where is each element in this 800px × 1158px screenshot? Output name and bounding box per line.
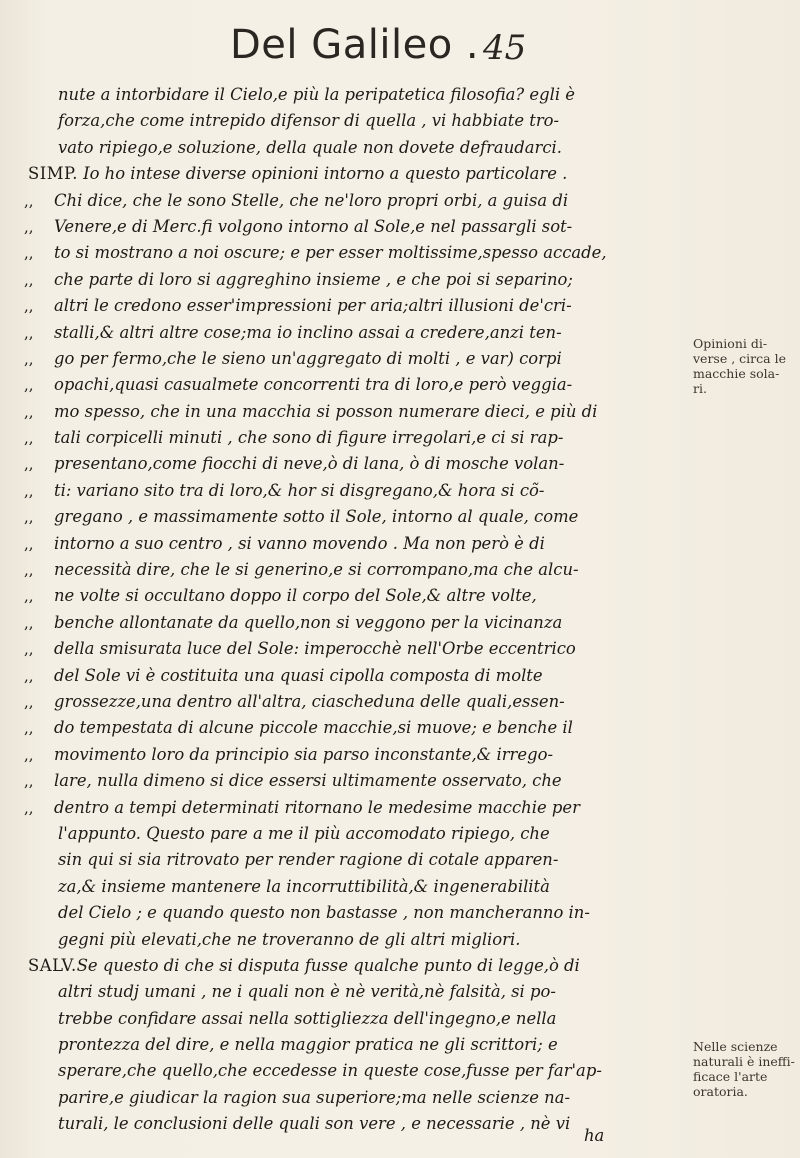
text-line	[24, 346, 664, 372]
line-text: gregano , e massimamente sotto il Sole, intorno al quale, come	[54, 507, 579, 527]
margin-note-sciences	[693, 1039, 800, 1099]
quotation-mark: ,,	[24, 534, 34, 553]
line-text: Io ho intese diverse opinioni intorno a questo particolare .	[77, 164, 568, 184]
quotation-mark: ,,	[24, 402, 34, 421]
text-line	[24, 1032, 664, 1058]
line-text: necessità dire, che le si generino,e si corrompano,ma che alcu-	[54, 560, 579, 580]
text-line	[24, 795, 664, 821]
line-text: nute a intorbidare il Cielo,e più la peripatetica filosofia? egli è	[58, 85, 575, 104]
quotation-mark: ,,	[24, 640, 34, 659]
text-line	[24, 610, 664, 636]
text-line	[24, 531, 664, 557]
text-line	[24, 768, 664, 794]
line-text: del Cielo ; e quando questo non bastasse , non mancheranno in-	[58, 903, 590, 923]
quotation-mark: ,,	[24, 508, 34, 527]
line-text: stalli,& altri altre cose;ma io inclino assai a credere,anzi ten-	[54, 322, 562, 342]
text-line	[24, 82, 664, 108]
line-text: lare, nulla dimeno si dice essersi ultimamente osservato, che	[54, 771, 562, 791]
line-text: che parte di loro si aggreghino insieme , e che poi si separino;	[54, 269, 573, 289]
line-text: grossezze,una dentro all'altra, ciascheduna delle quali,essen-	[54, 691, 565, 711]
text-line	[24, 108, 664, 134]
line-text: do tempestata di alcune piccole macchie,si muove; e benche il	[54, 718, 573, 738]
text-line	[24, 742, 664, 768]
margin-note-opinions	[693, 336, 800, 396]
text-line	[24, 979, 664, 1005]
text-line	[24, 927, 664, 953]
margin-note-line: oratoria.	[693, 1084, 748, 1099]
line-text: go per fermo,che le sieno un'aggregato di molti , e var) corpi	[54, 348, 562, 368]
text-line	[24, 821, 664, 847]
quotation-mark: ,,	[24, 349, 34, 368]
quotation-mark: ,,	[24, 745, 34, 764]
text-line	[24, 135, 664, 161]
speaker-name: SIMP.	[28, 164, 78, 184]
quotation-mark: ,,	[24, 376, 34, 395]
running-head	[40, 22, 740, 82]
margin-note-line: naturali è ineffi-	[693, 1054, 795, 1069]
line-text: to si mostrano a noi oscure; e per esser moltissime,spesso accade,	[54, 243, 607, 263]
line-text: gegni più elevati,che ne troveranno de gli altri migliori.	[58, 929, 521, 949]
line-text: l'appunto. Questo pare a me il più accomodato ripiego, che	[58, 823, 550, 843]
quotation-mark: ,,	[24, 561, 34, 580]
text-line	[24, 478, 664, 504]
text-line	[24, 399, 664, 425]
quotation-mark: ,,	[24, 666, 34, 685]
text-line	[24, 240, 664, 266]
quotation-mark: ,,	[24, 297, 34, 316]
quotation-mark: ,,	[24, 244, 34, 263]
quotation-mark: ,,	[24, 217, 34, 236]
line-text: turali, le conclusioni delle quali son vere , e necessarie , nè vi	[58, 1114, 571, 1134]
text-line	[24, 557, 664, 583]
quotation-mark: ,,	[24, 613, 34, 632]
line-text: ti: variano sito tra di loro,& hor si disgregano,& hora si cõ-	[54, 480, 545, 500]
text-line	[24, 583, 664, 609]
margin-note-line: ficace l'arte	[693, 1069, 768, 1084]
line-text: parire,e giudicar la ragion sua superiore;ma nelle scienze na-	[58, 1087, 571, 1107]
text-line	[24, 504, 664, 530]
margin-note-line: Nelle scienze	[693, 1039, 778, 1054]
text-line	[24, 161, 664, 187]
text-line	[24, 1006, 664, 1032]
text-line	[24, 214, 664, 240]
text-line	[24, 689, 664, 715]
speaker-name: SALV.	[28, 955, 77, 975]
line-text: opachi,quasi casualmete concorrenti tra di loro,e però veggia-	[54, 375, 573, 395]
body-text	[24, 82, 664, 1138]
line-text: mo spesso, che in una macchia si posson numerare dieci, e più di	[54, 401, 598, 421]
quotation-mark: ,,	[24, 798, 34, 817]
margin-note-line: verse , circa le	[693, 351, 786, 366]
text-line	[24, 874, 664, 900]
text-line	[24, 715, 664, 741]
line-text: Se questo di che si disputa fusse qualche punto di legge,ò di	[76, 955, 580, 975]
quotation-mark: ,,	[24, 323, 34, 342]
line-text: sin qui si sia ritrovato per render ragione di cotale apparen-	[58, 850, 559, 870]
line-text: sperare,che quello,che eccedesse in queste cose,fusse per far'ap-	[58, 1061, 602, 1081]
margin-note-line: ri.	[693, 381, 707, 396]
line-text: altri studj umani , ne i quali non è nè verità,nè falsità, si po-	[58, 982, 556, 1002]
line-text: movimento loro da principio sia parso inconstante,& irrego-	[54, 744, 553, 764]
text-line	[24, 188, 664, 214]
line-text: della smisurata luce del Sole: imperocchè nell'Orbe eccentrico	[54, 639, 576, 659]
quotation-mark: ,,	[24, 772, 34, 791]
catchword: ha	[584, 1126, 605, 1145]
quotation-mark: ,,	[24, 270, 34, 289]
text-line	[24, 372, 664, 398]
line-text: prontezza del dire, e nella maggior pratica ne gli scrittori; e	[58, 1035, 558, 1055]
line-text: Venere,e di Merc.fi volgono intorno al Sole,e nel passargli sot-	[54, 216, 573, 236]
line-text: za,& insieme mantenere la incorruttibilità,& ingenerabilità	[58, 876, 550, 896]
quotation-mark: ,,	[24, 692, 34, 711]
line-text: presentano,come fiocchi di neve,ò di lana, ò di mosche volan-	[54, 454, 565, 474]
margin-note-line: macchie sola-	[693, 366, 780, 381]
page-number: 45	[483, 28, 527, 68]
quotation-mark: ,,	[24, 481, 34, 500]
margin-note-line: Opinioni di-	[693, 336, 768, 351]
text-line	[24, 1085, 664, 1111]
text-line	[24, 1058, 664, 1084]
text-line	[24, 451, 664, 477]
text-line	[24, 267, 664, 293]
line-text: del Sole vi è costituita una quasi cipolla composta di molte	[54, 665, 543, 685]
text-line	[24, 900, 664, 926]
running-head-title: Del Galileo .	[230, 22, 480, 68]
quotation-mark: ,,	[24, 191, 34, 210]
line-text: dentro a tempi determinati ritornano le medesime macchie per	[54, 797, 580, 817]
text-line	[24, 293, 664, 319]
line-text: intorno a suo centro , si vanno movendo . Ma non però è di	[54, 533, 545, 553]
line-text: trebbe confidare assai nella sottigliezza dell'ingegno,e nella	[58, 1008, 557, 1028]
line-text: vato ripiego,e soluzione, della quale non dovete defraudarci.	[58, 137, 562, 157]
line-text: altri le credono esser'impressioni per aria;altri illusioni de'cri-	[54, 296, 572, 316]
quotation-mark: ,,	[24, 719, 34, 738]
text-line	[24, 953, 664, 979]
line-text: Chi dice, che le sono Stelle, che ne'loro propri orbi, a guisa di	[54, 190, 569, 210]
line-text: tali corpicelli minuti , che sono di figure irregolari,e ci si rap-	[54, 428, 564, 448]
line-text: benche allontanate da quello,non si veggono per la vicinanza	[54, 612, 563, 632]
text-line	[24, 425, 664, 451]
quotation-mark: ,,	[24, 587, 34, 606]
text-line	[24, 847, 664, 873]
line-text: ne volte si occultano doppo il corpo del Sole,& altre volte,	[54, 586, 537, 606]
text-line	[24, 663, 664, 689]
text-line	[24, 320, 664, 346]
quotation-mark: ,,	[24, 455, 34, 474]
line-text: forza,che come intrepido difensor di quella , vi habbiate tro-	[58, 111, 560, 131]
text-line	[24, 1111, 664, 1137]
text-line	[24, 636, 664, 662]
quotation-mark: ,,	[24, 429, 34, 448]
